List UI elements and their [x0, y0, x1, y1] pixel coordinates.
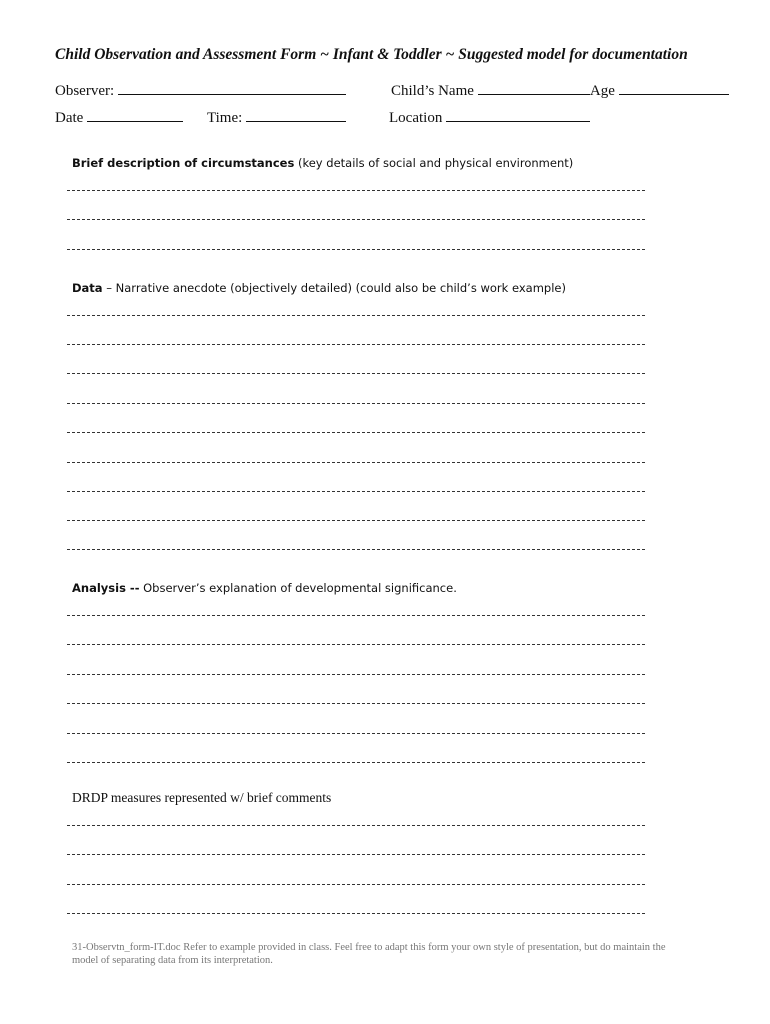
- circumstances-title: Brief description of circumstances: [72, 156, 295, 170]
- child-name-blank[interactable]: [478, 82, 590, 95]
- data-line[interactable]: [67, 549, 645, 550]
- drdp-line[interactable]: [67, 913, 645, 914]
- footer-note: 31-Observtn_form-IT.doc Refer to example provided in class. Feel free to adapt this form your own style of presentation, but do maintain the model of separating data from its interpretation.: [72, 942, 666, 966]
- age-blank[interactable]: [619, 82, 729, 95]
- drdp-line[interactable]: [67, 854, 645, 855]
- time-field[interactable]: [207, 109, 346, 127]
- analysis-detail: Observer’s explanation of developmental significance.: [143, 581, 457, 595]
- age-label: Age: [589, 83, 615, 99]
- circumstances-detail: (key details of social and physical environment): [298, 156, 574, 170]
- form-title: Child Observation and Assessment Form ~ Infant & Toddler ~ Suggested model for documentation: [55, 46, 688, 63]
- analysis-heading: [72, 581, 457, 595]
- data-line[interactable]: [67, 432, 645, 433]
- analysis-line[interactable]: [67, 644, 645, 645]
- data-line[interactable]: [67, 462, 645, 463]
- data-line[interactable]: [67, 344, 645, 345]
- data-line[interactable]: [67, 403, 645, 404]
- date-field[interactable]: [55, 109, 183, 127]
- data-detail: – Narrative anecdote (objectively detailed) (could also be child’s work example): [106, 281, 566, 295]
- data-title: Data: [72, 281, 103, 295]
- observer-label: Observer:: [55, 83, 115, 99]
- child-name-label: Child’s Name: [391, 83, 474, 99]
- observer-blank[interactable]: [118, 82, 346, 95]
- time-blank[interactable]: [246, 109, 346, 122]
- drdp-line[interactable]: [67, 825, 645, 826]
- drdp-heading: DRDP measures represented w/ brief comments: [72, 790, 332, 805]
- analysis-title: Analysis --: [72, 581, 140, 595]
- analysis-line[interactable]: [67, 703, 645, 704]
- date-blank[interactable]: [87, 109, 183, 122]
- location-field[interactable]: [389, 109, 590, 127]
- data-heading: [72, 281, 566, 295]
- analysis-line[interactable]: [67, 733, 645, 734]
- time-label: Time:: [207, 110, 243, 126]
- location-blank[interactable]: [446, 109, 590, 122]
- data-line[interactable]: [67, 491, 645, 492]
- observer-field[interactable]: [55, 82, 346, 100]
- date-label: Date: [55, 110, 84, 126]
- location-label: Location: [389, 110, 443, 126]
- circumstances-heading: [72, 156, 573, 170]
- analysis-line[interactable]: [67, 615, 645, 616]
- data-line[interactable]: [67, 315, 645, 316]
- data-line[interactable]: [67, 373, 645, 374]
- drdp-line[interactable]: [67, 884, 645, 885]
- circumstances-line[interactable]: [67, 219, 645, 220]
- child-name-field[interactable]: [391, 82, 729, 100]
- data-line[interactable]: [67, 520, 645, 521]
- circumstances-line[interactable]: [67, 190, 645, 191]
- analysis-line[interactable]: [67, 674, 645, 675]
- analysis-line[interactable]: [67, 762, 645, 763]
- circumstances-line[interactable]: [67, 249, 645, 250]
